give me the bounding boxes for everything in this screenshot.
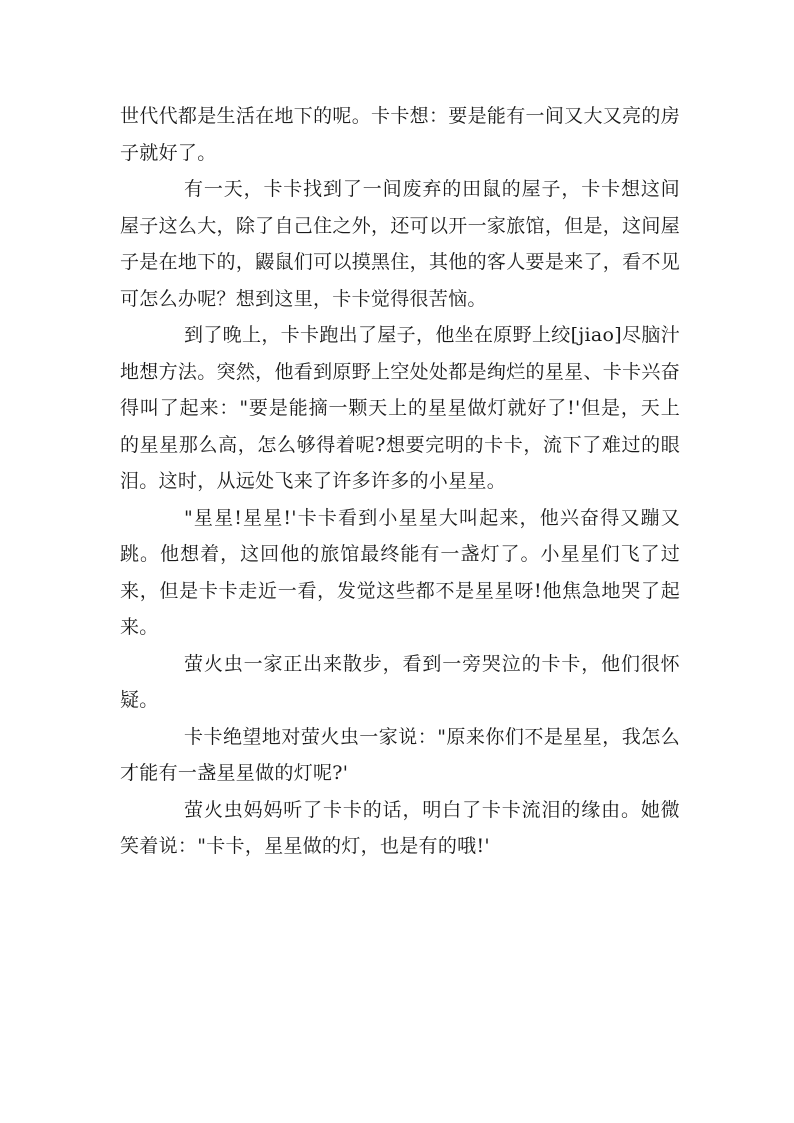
paragraph: 世代代都是生活在地下的呢。卡卡想：要是能有一间又大又亮的房子就好了。 bbox=[120, 105, 680, 164]
paragraph: 萤火虫妈妈听了卡卡的话，明白了卡卡流泪的缘由。她微笑着说："卡卡，星星做的灯，也是有的哦!' bbox=[120, 798, 680, 857]
paragraph: 卡卡绝望地对萤火虫一家说："原来你们不是星星，我怎么才能有一盏星星做的灯呢?' bbox=[120, 725, 680, 784]
paragraph: "星星!星星!'卡卡看到小星星大叫起来，他兴奋得又蹦又跳。他想着，这回他的旅馆最终能有一盏灯了。小星星们飞了过来，但是卡卡走近一看，发觉这些都不是星星呀!他焦急地哭了起来。 bbox=[120, 506, 680, 638]
paragraph: 萤火虫一家正出来散步，看到一旁哭泣的卡卡，他们很怀疑。 bbox=[120, 652, 680, 711]
paragraph: 到了晚上，卡卡跑出了屋子，他坐在原野上绞[jiao]尽脑汁地想方法。突然，他看到原野上空处处都是绚烂的星星、卡卡兴奋得叫了起来："要是能摘一颗天上的星星做灯就好了!'但是，天上的星星那么高，怎么够得着呢?想要完明的卡卡，流下了难过的眼泪。这时，从远处飞来了许多许多的小星星。 bbox=[120, 324, 680, 492]
story-body bbox=[120, 98, 680, 865]
paragraph: 有一天，卡卡找到了一间废弃的田鼠的屋子，卡卡想这间屋子这么大，除了自己住之外，还可以开一家旅馆，但是，这间屋子是在地下的，鼹鼠们可以摸黑住，其他的客人要是来了，看不见可怎么办呢？想到这里，卡卡觉得很苦恼。 bbox=[120, 178, 680, 310]
